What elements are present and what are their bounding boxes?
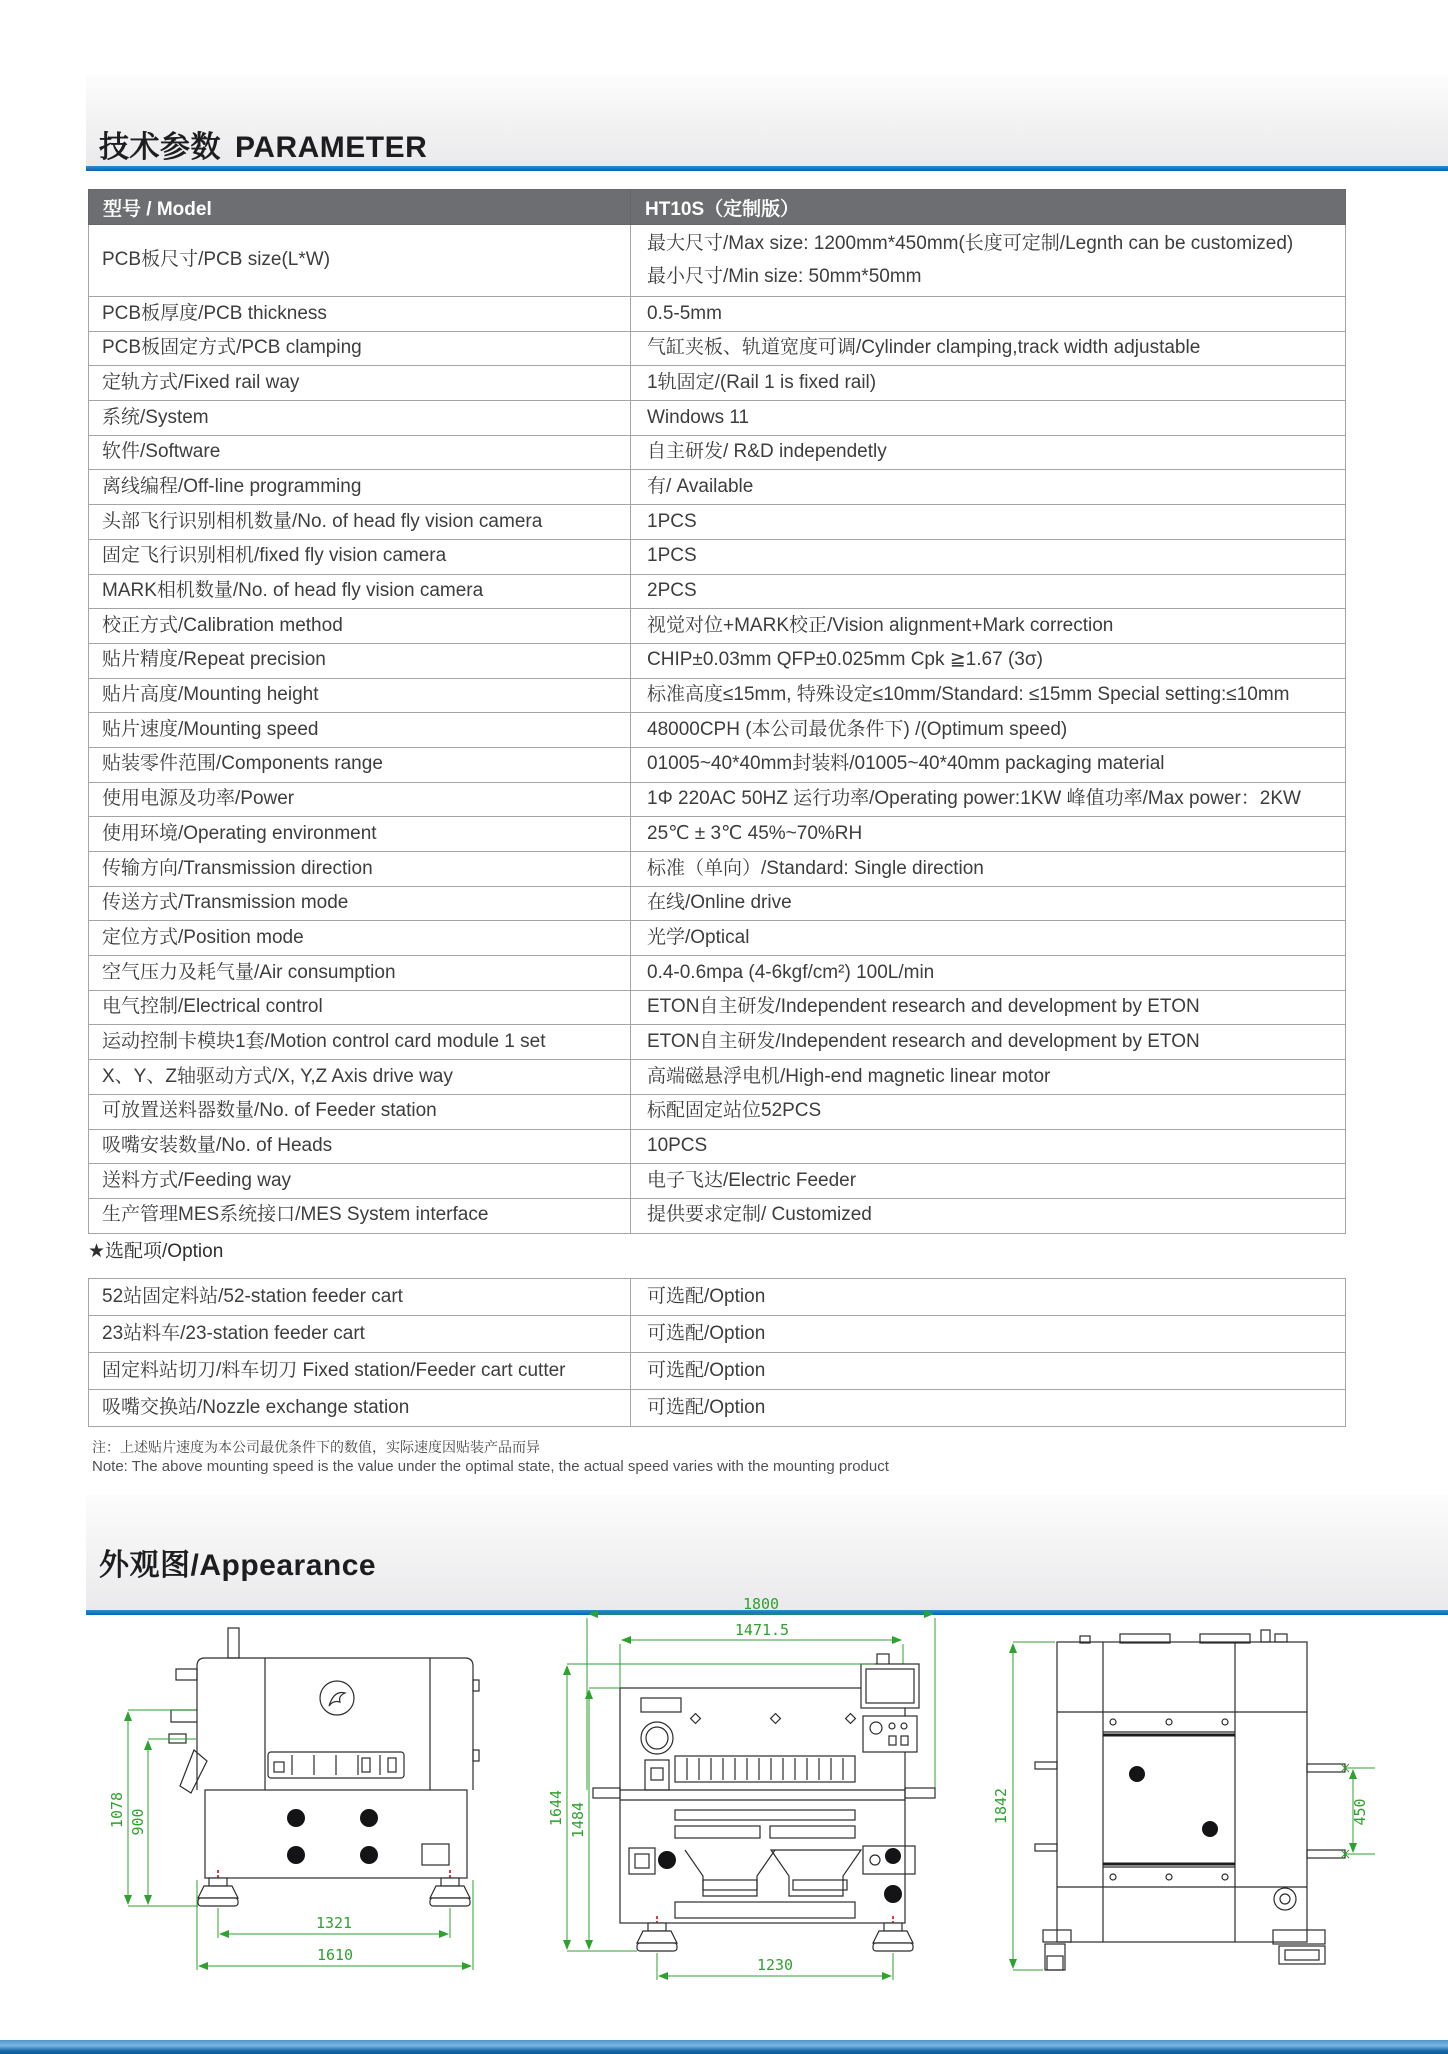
spec-row-value: 48000CPH (本公司最优条件下) /(Optimum speed) — [631, 713, 1346, 748]
spec-row-value: 0.5-5mm — [631, 297, 1346, 332]
spec-row-label: 23站料车/23-station feeder cart — [89, 1316, 631, 1353]
option-table — [88, 1278, 1346, 1427]
table-row — [89, 331, 1346, 366]
parameter-section-title — [99, 122, 427, 166]
spec-row-label: 传送方式/Transmission mode — [89, 886, 631, 921]
table-row — [89, 366, 1346, 401]
dim-front-overall-height: 1644 — [547, 1789, 565, 1827]
spec-value-line: 最小尺寸/Min size: 50mm*50mm — [647, 265, 922, 287]
spec-row-label: 使用环境/Operating environment — [89, 817, 631, 852]
spec-row-label: 贴片高度/Mounting height — [89, 678, 631, 713]
spec-row-label: 定轨方式/Fixed rail way — [89, 366, 631, 401]
spec-row-label: 离线编程/Off-line programming — [89, 470, 631, 505]
spec-row-value: 有/ Available — [631, 470, 1346, 505]
spec-row-value: 标准高度≤15mm, 特殊设定≤10mm/Standard: ≤15mm Special setting:≤10mm — [631, 678, 1346, 713]
spec-row-value: 可选配/Option — [631, 1353, 1346, 1390]
table-row — [89, 1060, 1346, 1095]
table-row — [89, 817, 1346, 852]
spec-row-label: PCB板尺寸/PCB size(L*W) — [89, 225, 631, 297]
spec-table-body — [89, 225, 1346, 1234]
spec-row-label: 定位方式/Position mode — [89, 921, 631, 956]
model-header-label: 型号 / Model — [89, 190, 631, 225]
option-table-container — [88, 1278, 1345, 1427]
spec-row-label: 系统/System — [89, 401, 631, 436]
spec-row-value: 自主研发/ R&D independetly — [631, 435, 1346, 470]
table-row — [89, 921, 1346, 956]
spec-row-value: 气缸夹板、轨道宽度可调/Cylinder clamping,track width adjustable — [631, 331, 1346, 366]
table-row — [89, 505, 1346, 540]
machine-front-view-drawing — [545, 1598, 965, 2033]
side-view-foot-right — [430, 1870, 470, 1906]
table-row — [89, 225, 1346, 297]
top-view-dimensions — [992, 1642, 1375, 1970]
parameter-title-zh: 技术参数 — [99, 131, 221, 164]
table-row — [89, 956, 1346, 991]
spec-row-label: 送料方式/Feeding way — [89, 1164, 631, 1199]
dim-front-foot-span: 1230 — [756, 1956, 794, 1974]
machine-top-view-drawing — [985, 1622, 1405, 2022]
table-row — [89, 1025, 1346, 1060]
appearance-section-title: 外观图/Appearance — [99, 1549, 377, 1582]
spec-row-label: 校正方式/Calibration method — [89, 609, 631, 644]
spec-row-value: 可选配/Option — [631, 1279, 1346, 1316]
parameter-accent-rule — [86, 166, 1448, 171]
spec-table — [88, 189, 1346, 1234]
spec-row-label: 生产管理MES系统接口/MES System interface — [89, 1198, 631, 1233]
spec-row-value: 1Φ 220AC 50HZ 运行功率/Operating power:1KW 峰值功率/Max power：2KW — [631, 782, 1346, 817]
side-view-foot-left — [198, 1870, 238, 1906]
spec-row-value: 1PCS — [631, 539, 1346, 574]
spec-row-value: 可选配/Option — [631, 1390, 1346, 1427]
spec-row-value — [631, 225, 1346, 297]
note-line-en: Note: The above mounting speed is the value under the optimal state, the actual speed varies with the mounting product — [92, 1458, 889, 1475]
spec-row-value: ETON自主研发/Independent research and development by ETON — [631, 990, 1346, 1025]
table-row — [89, 435, 1346, 470]
spec-row-label: 固定飞行识别相机/fixed fly vision camera — [89, 539, 631, 574]
page-footer-bar — [0, 2040, 1448, 2054]
spec-row-value: 提供要求定制/ Customized — [631, 1198, 1346, 1233]
spec-row-label: 运动控制卡模块1套/Motion control card module 1 set — [89, 1025, 631, 1060]
model-header-value: HT10S（定制版） — [631, 190, 1346, 225]
dim-side-foot-span: 1321 — [315, 1914, 353, 1932]
table-row — [89, 609, 1346, 644]
dim-top-conveyor-width: 450 — [1351, 1798, 1369, 1826]
side-view-dimensions — [108, 1710, 473, 1970]
dim-front-body-width: 1471.5 — [734, 1621, 790, 1639]
spec-row-label: 贴装零件范围/Components range — [89, 747, 631, 782]
spec-row-value: 可选配/Option — [631, 1316, 1346, 1353]
spec-row-label: 固定料站切刀/料车切刀 Fixed station/Feeder cart cutter — [89, 1353, 631, 1390]
spec-row-label: 软件/Software — [89, 435, 631, 470]
spec-row-value: 25℃ ± 3℃ 45%~70%RH — [631, 817, 1346, 852]
front-view-dimensions-side — [547, 1664, 893, 1980]
spec-row-value: 0.4-0.6mpa (4-6kgf/cm²) 100L/min — [631, 956, 1346, 991]
spec-row-label: 吸嘴交换站/Nozzle exchange station — [89, 1390, 631, 1427]
table-row — [89, 886, 1346, 921]
table-row — [89, 470, 1346, 505]
table-row — [89, 1279, 1346, 1316]
table-row — [89, 1390, 1346, 1427]
spec-row-label: 贴片精度/Repeat precision — [89, 643, 631, 678]
option-section-title: ★选配项/Option — [88, 1241, 224, 1262]
table-row — [89, 539, 1346, 574]
option-table-body — [89, 1279, 1346, 1427]
dim-side-overall-height: 1078 — [108, 1791, 126, 1829]
spec-row-value: CHIP±0.03mm QFP±0.025mm Cpk ≧1.67 (3σ) — [631, 643, 1346, 678]
spec-row-value: 在线/Online drive — [631, 886, 1346, 921]
front-view-foot-left — [637, 1916, 677, 1951]
spec-table-container — [88, 189, 1345, 1234]
spec-row-value: 电子飞达/Electric Feeder — [631, 1164, 1346, 1199]
dim-front-body-height: 1484 — [569, 1801, 587, 1839]
spec-row-label: 传输方向/Transmission direction — [89, 852, 631, 887]
table-row — [89, 574, 1346, 609]
spec-value-line: 最大尺寸/Max size: 1200mm*450mm(长度可定制/Legnth can be customized) — [647, 232, 1294, 254]
table-row — [89, 297, 1346, 332]
dim-front-overall-width: 1800 — [742, 1598, 780, 1613]
table-row — [89, 1129, 1346, 1164]
dim-side-body-height: 900 — [129, 1808, 147, 1836]
spec-row-value: 标准（单向）/Standard: Single direction — [631, 852, 1346, 887]
table-row — [89, 401, 1346, 436]
table-row — [89, 1198, 1346, 1233]
spec-row-label: PCB板厚度/PCB thickness — [89, 297, 631, 332]
spec-row-label: MARK相机数量/No. of head fly vision camera — [89, 574, 631, 609]
spec-row-label: 52站固定料站/52-station feeder cart — [89, 1279, 631, 1316]
spec-row-value: 1轨固定/(Rail 1 is fixed rail) — [631, 366, 1346, 401]
table-row — [89, 1094, 1346, 1129]
spec-row-label: 使用电源及功率/Power — [89, 782, 631, 817]
table-row — [89, 1353, 1346, 1390]
spec-row-label: 空气压力及耗气量/Air consumption — [89, 956, 631, 991]
spec-table-header-row — [89, 190, 1346, 225]
table-row — [89, 852, 1346, 887]
machine-side-view-drawing — [100, 1622, 545, 2027]
spec-row-label: 电气控制/Electrical control — [89, 990, 631, 1025]
spec-row-value: 2PCS — [631, 574, 1346, 609]
parameter-title-en: PARAMETER — [235, 131, 428, 164]
table-row — [89, 747, 1346, 782]
spec-row-value: Windows 11 — [631, 401, 1346, 436]
spec-row-label: X、Y、Z轴驱动方式/X, Y,Z Axis drive way — [89, 1060, 631, 1095]
spec-row-value: ETON自主研发/Independent research and development by ETON — [631, 1025, 1346, 1060]
table-row — [89, 782, 1346, 817]
spec-row-value: 视觉对位+MARK校正/Vision alignment+Mark correction — [631, 609, 1346, 644]
spec-row-label: 头部飞行识别相机数量/No. of head fly vision camera — [89, 505, 631, 540]
spec-row-value: 01005~40*40mm封装料/01005~40*40mm packaging material — [631, 747, 1346, 782]
spec-row-label: 吸嘴安装数量/No. of Heads — [89, 1129, 631, 1164]
spec-row-label: 贴片速度/Mounting speed — [89, 713, 631, 748]
spec-row-label: PCB板固定方式/PCB clamping — [89, 331, 631, 366]
table-row — [89, 678, 1346, 713]
spec-row-value: 光学/Optical — [631, 921, 1346, 956]
table-row — [89, 713, 1346, 748]
table-row — [89, 1164, 1346, 1199]
table-row — [89, 1316, 1346, 1353]
dim-top-overall-depth: 1842 — [992, 1787, 1010, 1825]
front-view-foot-right — [873, 1916, 913, 1951]
spec-row-value: 高端磁悬浮电机/High-end magnetic linear motor — [631, 1060, 1346, 1095]
spec-row-value: 10PCS — [631, 1129, 1346, 1164]
spec-row-value: 1PCS — [631, 505, 1346, 540]
spec-row-label: 可放置送料器数量/No. of Feeder station — [89, 1094, 631, 1129]
note-line-zh: 注：上述贴片速度为本公司最优条件下的数值，实际速度因贴装产品而异 — [92, 1439, 540, 1455]
spec-row-value: 标配固定站位52PCS — [631, 1094, 1346, 1129]
table-row — [89, 643, 1346, 678]
dim-side-overall-length: 1610 — [316, 1946, 354, 1964]
table-row — [89, 990, 1346, 1025]
